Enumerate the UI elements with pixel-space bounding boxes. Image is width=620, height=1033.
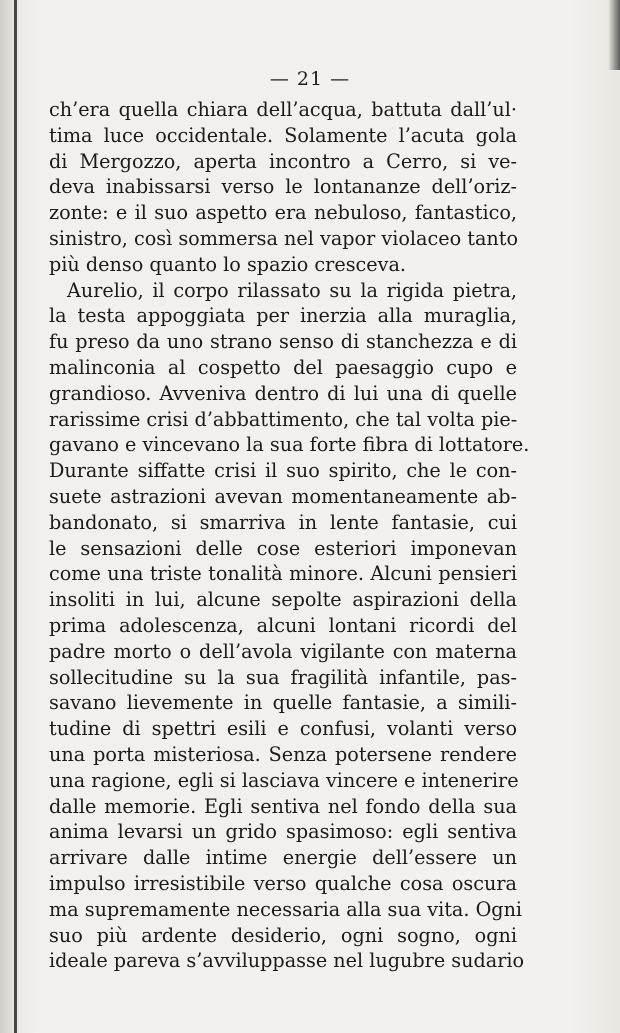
text-line: padre morto o dell’avola vigilante con materna [49, 639, 517, 663]
text-line: le sensazioni delle cose esteriori imponevan [49, 536, 517, 560]
text-line: ideale pareva s’avviluppasse nel lugubre sudario [49, 949, 525, 973]
text-line: ma supremamente necessaria alla sua vita. Ogni [49, 897, 523, 921]
text-line: arrivare dalle intime energie dell’essere un [49, 846, 517, 870]
text-line: anima levarsi un grido spasimoso: egli sentiva [49, 820, 517, 844]
text-line: impulso irresistibile verso qualche cosa oscura [49, 871, 517, 895]
page-edge-mark [608, 0, 620, 70]
text-line: sinistro, così sommersa nel vapor violaceo tanto [49, 226, 518, 250]
body-text [49, 97, 530, 974]
text-line: una porta misteriosa. Senza potersene rendere [49, 742, 517, 766]
text-line: grandioso. Avveniva dentro di lui una di quelle [49, 381, 517, 405]
text-line: tudine di spettri esili e confusi, volanti verso [49, 717, 517, 741]
spine-edge [14, 0, 17, 1033]
text-line: ch’era quella chiara dell’acqua, battuta dall’ul· [49, 98, 517, 121]
text-line: suo più ardente desiderio, ogni sogno, ogni [49, 923, 517, 947]
spine-shadow [0, 0, 14, 1033]
text-line: suete astrazioni avevan momentaneamente ab- [49, 484, 517, 508]
text-line: dalle memorie. Egli sentiva nel fondo della sua [49, 794, 517, 818]
text-line: Aurelio, il corpo rilassato su la rigida pietra, [67, 278, 517, 302]
text-line: zonte: e il suo aspetto era nebuloso, fantastico, [49, 201, 517, 225]
text-line: deva inabissarsi verso le lontananze dell’oriz- [49, 175, 517, 199]
text-line: insoliti in lui, alcune sepolte aspirazioni della [49, 588, 517, 612]
text-line: sollecitudine su la sua fragilità infantile, pas- [49, 665, 517, 689]
text-line: tima luce occidentale. Solamente l’acuta gola [49, 123, 517, 147]
text-line: più denso quanto lo spazio cresceva. [49, 252, 407, 276]
text-line: savano lievemente in quelle fantasie, a simili- [49, 691, 517, 715]
text-line: gavano e vincevano la sua forte fibra di lottatore. [49, 433, 530, 457]
text-line: bandonato, si smarriva in lente fantasie, cui [49, 510, 517, 534]
text-line: una ragione, egli si lasciava vincere e intenerire [49, 768, 519, 792]
text-line: prima adolescenza, alcuni lontani ricordi del [49, 613, 517, 637]
text-line: la testa appoggiata per inerzia alla muraglia, [49, 304, 517, 328]
text-line: fu preso da uno strano senso di stanchezza e di [49, 330, 517, 354]
page-number: — 21 — [269, 68, 351, 90]
text-line: rarissime crisi d’abbattimento, che tal volta pie- [49, 407, 518, 431]
text-line: Durante siffatte crisi il suo spirito, che le con- [49, 459, 517, 483]
text-line: come una triste tonalità minore. Alcuni pensieri [49, 562, 517, 586]
text-line: di Mergozzo, aperta incontro a Cerro, si ve- [49, 149, 517, 173]
text-line: malinconia al cospetto del paesaggio cupo e [49, 355, 517, 379]
